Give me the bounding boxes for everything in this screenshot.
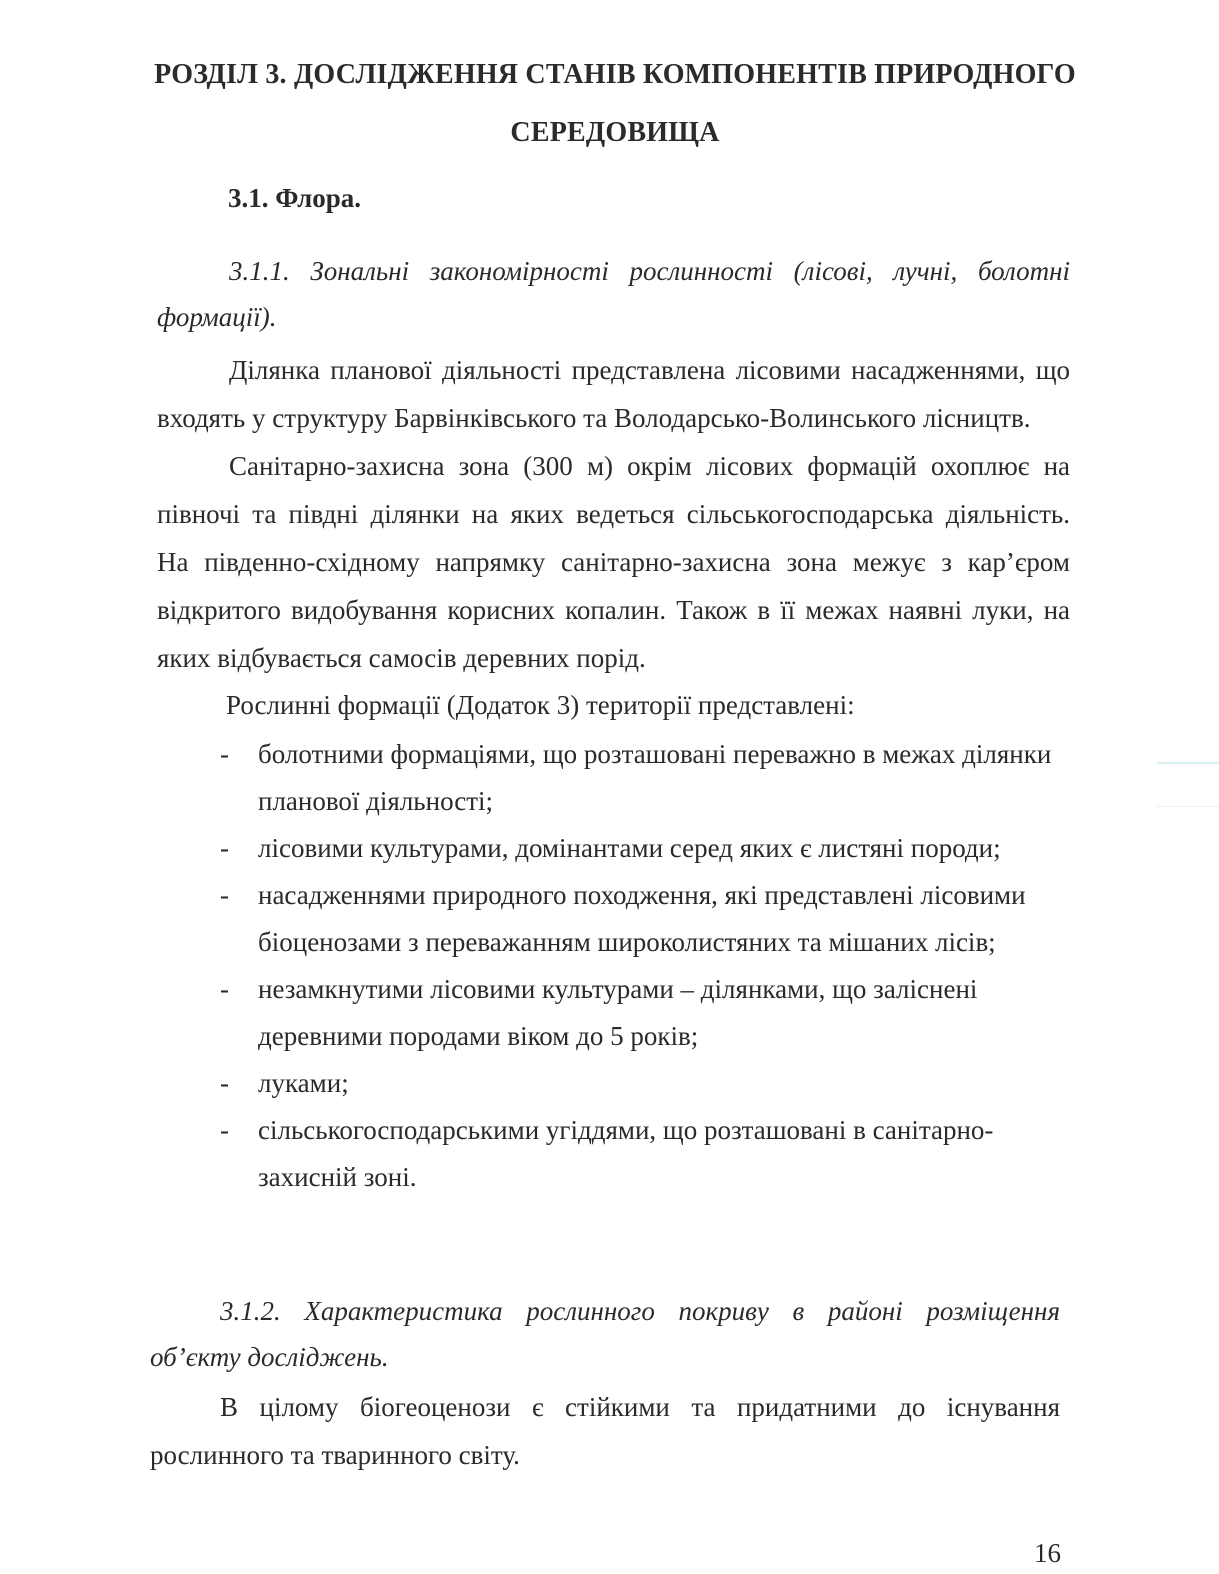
list-dash: - bbox=[220, 739, 229, 769]
list-item-text: лісовими культурами, домінантами серед яких є листяні породи; bbox=[258, 833, 1001, 863]
paragraph-biogeocenoses bbox=[150, 1383, 1060, 1479]
list-item bbox=[220, 1060, 1080, 1107]
paragraph-line: Санітарно-захисна зона (300 м) окрім лісових формацій охоплює на bbox=[229, 451, 1070, 481]
paragraph-formations-intro bbox=[226, 681, 1076, 729]
list-item-text: сільськогосподарськими угіддями, що розташовані в санітарно-захисній зоні. bbox=[258, 1115, 994, 1192]
chapter-heading-line-1: РОЗДІЛ 3. ДОСЛІДЖЕННЯ СТАНІВ КОМПОНЕНТІВ ПРИРОДНОГО bbox=[154, 59, 1076, 90]
list-item bbox=[220, 966, 1080, 1060]
subsection-heading-line: 3.1.2. Характеристика рослинного покриву в районі розміщення bbox=[220, 1296, 1060, 1326]
formations-list bbox=[220, 731, 1080, 1201]
scan-artifact-mark bbox=[1157, 762, 1219, 764]
paragraph-line: яких відбувається самосів деревних порід. bbox=[157, 643, 646, 673]
list-item bbox=[220, 825, 1080, 872]
list-item bbox=[220, 731, 1080, 825]
paragraph-line: півночі та півдні ділянки на яких ведеться сільськогосподарська діяльність. bbox=[157, 499, 1070, 529]
list-item-text: луками; bbox=[258, 1068, 349, 1098]
page-number: 16 bbox=[1034, 1538, 1061, 1568]
list-item-text: незамкнутими лісовими культурами – ділянками, що заліснені деревними породами віком до 5 років; bbox=[258, 974, 978, 1051]
subsection-heading-line: об’єкту досліджень. bbox=[150, 1342, 389, 1372]
subsection-heading-line: 3.1.1. Зональні закономірності рослинності (лісові, лучні, болотні bbox=[229, 256, 1070, 286]
list-item-text: болотними формаціями, що розташовані переважно в межах ділянки планової діяльності; bbox=[258, 739, 1052, 816]
subsection-heading-line: формації). bbox=[157, 302, 277, 332]
list-item bbox=[220, 872, 1080, 966]
list-dash: - bbox=[220, 1068, 229, 1098]
list-dash: - bbox=[220, 1115, 229, 1145]
subsection-heading-3-1-1 bbox=[157, 248, 1070, 340]
scan-artifact-mark bbox=[1157, 806, 1219, 807]
paragraph-line: В цілому біогеоценози є стійкими та придатними до існування bbox=[220, 1392, 1060, 1422]
paragraph-sanitary-zone bbox=[157, 442, 1070, 682]
chapter-heading-line-2: СЕРЕДОВИЩА bbox=[510, 117, 720, 148]
list-dash: - bbox=[220, 833, 229, 863]
chapter-heading bbox=[150, 46, 1080, 162]
paragraph-line: Ділянка планової діяльності представлена лісовими насадженнями, що bbox=[229, 355, 1070, 385]
paragraph-line: входять у структуру Барвінківського та Володарсько-Волинського лісництв. bbox=[157, 403, 1031, 433]
list-item-text: насадженнями природного походження, які представлені лісовими біоценозами з переважанням широколистяних та мішаних лісів; bbox=[258, 880, 1026, 957]
list-item bbox=[220, 1107, 1080, 1201]
paragraph-line: рослинного та тваринного світу. bbox=[150, 1440, 520, 1470]
section-title: 3.1. Флора. bbox=[228, 183, 362, 213]
paragraph-line: Рослинні формації (Додаток 3) території представлені: bbox=[226, 690, 855, 720]
list-dash: - bbox=[220, 974, 229, 1004]
list-dash: - bbox=[220, 880, 229, 910]
subsection-heading-3-1-2 bbox=[150, 1288, 1060, 1380]
paragraph-line: На південно-східному напрямку санітарно-захисна зона межує з кар’єром bbox=[157, 547, 1070, 577]
paragraph-planned-activity bbox=[157, 346, 1070, 442]
paragraph-line: відкритого видобування корисних копалин. Також в її межах наявні луки, на bbox=[157, 595, 1070, 625]
